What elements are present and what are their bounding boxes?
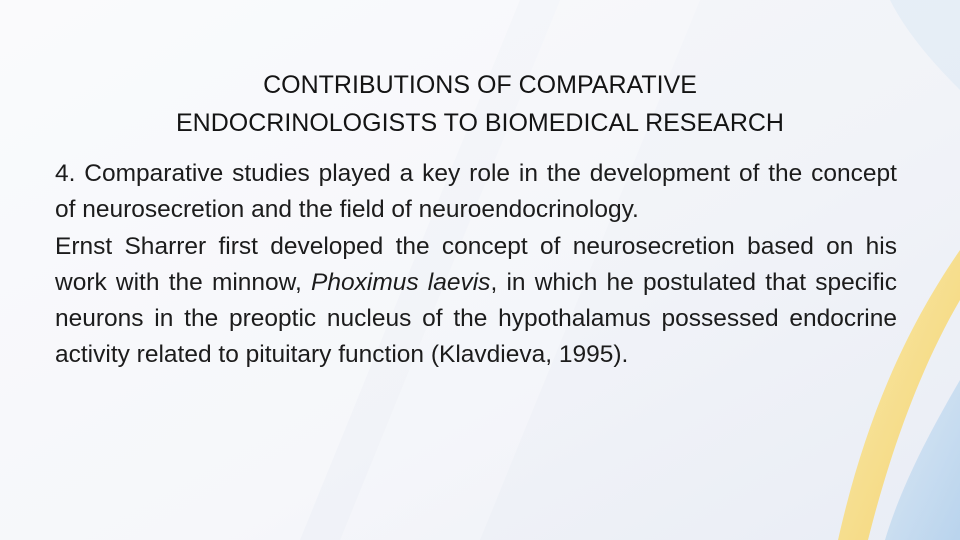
title-line-1: CONTRIBUTIONS OF COMPARATIVE	[263, 71, 697, 99]
slide-body	[55, 156, 897, 374]
slide-title	[40, 66, 920, 142]
paragraph-2-text-after: , in which he postulated that specific neurons in the preoptic nucleus of the hypothalamus possessed endocrine activity related to pituitary function (Klavdieva, 1995).	[55, 268, 898, 369]
species-name: Phoximus laevis	[311, 268, 491, 296]
paragraph-2	[55, 229, 897, 374]
paragraph-2-text-before: Ernst Sharrer first developed the concept of neurosecretion based on his work with the minnow,	[55, 232, 897, 296]
paragraph-1: 4. Comparative studies played a key role in the development of the concept of neurosecretion and the field of neuroendocrinology.	[55, 160, 897, 224]
title-line-2: ENDOCRINOLOGISTS TO BIOMEDICAL RESEARCH	[176, 109, 784, 137]
